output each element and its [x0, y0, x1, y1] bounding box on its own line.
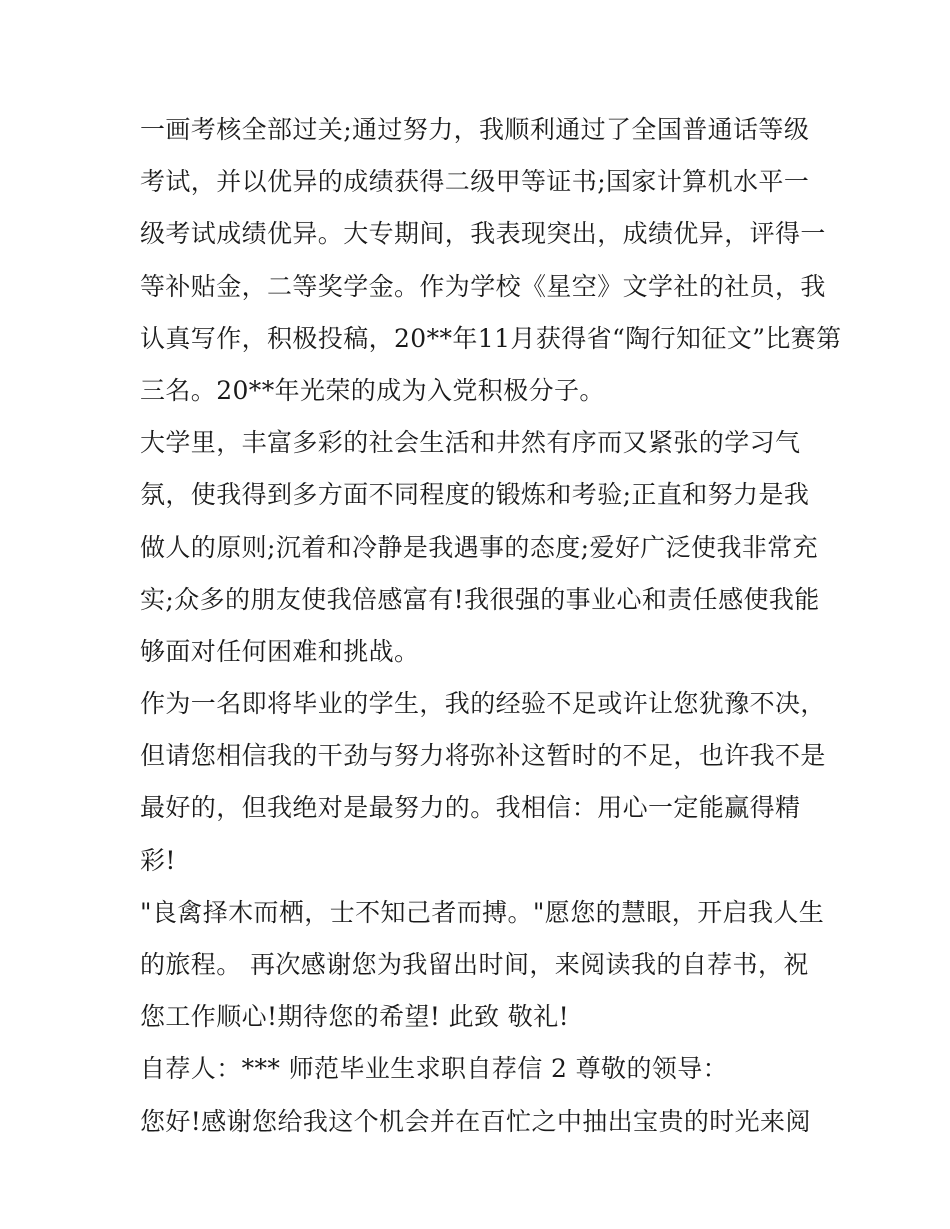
text-line: 认真写作，积极投稿，20**年11月获得省“陶行知征文”比赛第: [140, 323, 842, 353]
text-line: 作为一名即将毕业的学生，我的经验不足或许让您犹豫不决，: [140, 689, 826, 719]
text-line: 三名。20**年光荣的成为入党积极分子。: [140, 375, 605, 405]
document-body: [140, 104, 842, 1148]
paragraph-closing: [140, 887, 825, 1044]
text-line: 大学里，丰富多彩的社会生活和井然有序而又紧张的学习气: [140, 428, 801, 458]
text-line: 您好!感谢您给我这个机会并在百忙之中抽出宝贵的时光来阅: [140, 1106, 811, 1136]
paragraph-signature-heading: [140, 1043, 820, 1095]
text-line: 的旅程。 再次感谢您为我留出时间，来阅读我的自荐书，祝: [140, 950, 809, 979]
paragraph-graduate-statement: [140, 678, 826, 887]
text-line: 考试，并以优异的成绩获得二级甲等证书;国家计算机水平一: [140, 167, 810, 197]
text-line: 等补贴金，二等奖学金。作为学校《星空》文学社的社员，我: [140, 271, 826, 301]
text-line: 级考试成绩优异。大专期间，我表现突出，成绩优异，评得一: [140, 219, 826, 249]
paragraph-university-life: [140, 417, 820, 678]
text-line: 但请您相信我的干劲与努力将弥补这暂时的不足，也许我不是: [140, 741, 826, 771]
text-line: "良禽择木而栖，士不知己者而搏。"愿您的慧眼，开启我人生: [140, 897, 825, 927]
text-line: 一画考核全部过关;通过努力，我顺利通过了全国普通话等级: [140, 115, 810, 144]
text-line: 彩!: [140, 845, 176, 875]
text-line: 自荐人：*** 师范毕业生求职自荐信 2 尊敬的领导：: [140, 1054, 729, 1084]
text-line: 实;众多的朋友使我倍感富有!我很强的事业心和责任感使我能: [140, 584, 820, 614]
paragraph-greeting: [140, 1096, 820, 1148]
paragraph-achievements: [140, 104, 842, 417]
text-line: 您工作顺心!期待您的希望! 此致 敬礼!: [140, 1002, 570, 1032]
text-line: 够面对任何困难和挑战。: [140, 636, 420, 666]
text-line: 最好的，但我绝对是最努力的。我相信：用心一定能赢得精: [140, 793, 801, 823]
text-line: 做人的原则;沉着和冷静是我遇事的态度;爱好广泛使我非常充: [140, 532, 819, 562]
text-line: 氛，使我得到多方面不同程度的锻炼和考验;正直和努力是我: [140, 480, 810, 510]
